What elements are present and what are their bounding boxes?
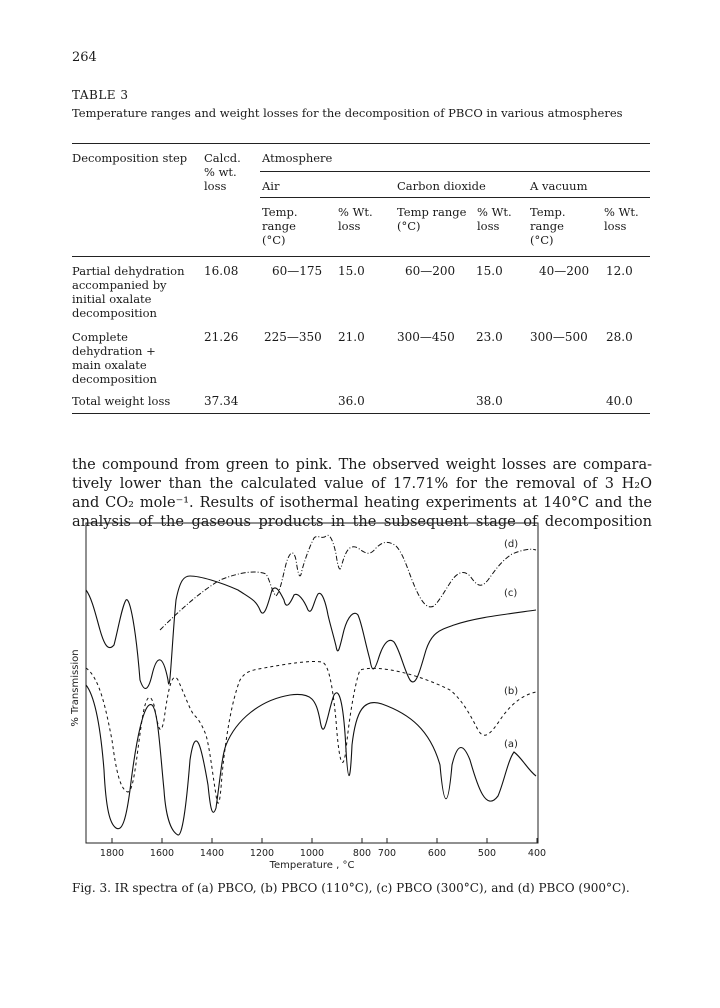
spectrum-d bbox=[160, 535, 536, 630]
subheader-rule bbox=[260, 197, 650, 198]
spectrum-b bbox=[86, 661, 536, 803]
row-1-vac-wt: 12.0 bbox=[606, 264, 633, 278]
row-1-air-wt: 15.0 bbox=[338, 264, 365, 278]
row-2-air-temp: 225—350 bbox=[264, 330, 322, 344]
curve-label-a: (a) bbox=[504, 739, 518, 750]
body-line: tively lower than the calculated value of 17.71% for the removal of 3 H₂O bbox=[72, 476, 652, 492]
curve-label-b: (b) bbox=[504, 686, 519, 697]
row-3-vac-wt: 40.0 bbox=[606, 394, 633, 408]
plot-frame bbox=[86, 523, 538, 843]
row-1-vac-temp: 40—200 bbox=[539, 264, 590, 278]
x-tick-label: 1200 bbox=[249, 848, 275, 859]
page-number: 264 bbox=[72, 50, 97, 65]
curve-label-c: (c) bbox=[504, 588, 518, 599]
ir-spectra-figure bbox=[60, 520, 560, 870]
row-2-co2-wt: 23.0 bbox=[476, 330, 503, 344]
row-2-co2-temp: 300—450 bbox=[397, 330, 455, 344]
table-caption: Temperature ranges and weight losses for the decomposition of PBCO in various atmospheres bbox=[72, 106, 623, 120]
row-3-calcd: 37.34 bbox=[204, 394, 239, 408]
x-tick-label: 1000 bbox=[299, 848, 325, 859]
row-2-calcd: 21.26 bbox=[204, 330, 239, 344]
x-tick-label: 400 bbox=[527, 848, 547, 859]
row-3-co2-wt: 38.0 bbox=[476, 394, 503, 408]
row-1-co2-wt: 15.0 bbox=[476, 264, 503, 278]
row-3-step: Total weight loss bbox=[72, 394, 171, 408]
curve-label-d: (d) bbox=[504, 539, 519, 550]
x-tick-label: 1600 bbox=[149, 848, 175, 859]
row-2-vac-temp: 300—500 bbox=[530, 330, 588, 344]
header-atmosphere: Atmosphere bbox=[262, 151, 333, 165]
x-tick-label: 800 bbox=[352, 848, 372, 859]
atmosphere-rule bbox=[260, 171, 650, 172]
x-axis-ticks bbox=[112, 838, 537, 843]
x-tick-label: 1800 bbox=[99, 848, 125, 859]
header-decomposition-step: Decomposition step bbox=[72, 151, 188, 165]
header-carbon-dioxide: Carbon dioxide bbox=[397, 179, 486, 193]
header-calcd-wt-loss: Calcd. % wt. loss bbox=[204, 151, 241, 193]
x-tick-labels bbox=[100, 848, 546, 859]
header-air: Air bbox=[262, 179, 280, 193]
header-air-temp: Temp. range (°C) bbox=[262, 205, 298, 247]
header-bottom-rule bbox=[72, 256, 650, 257]
row-1-co2-temp: 60—200 bbox=[405, 264, 456, 278]
row-1-step: Partial dehydration accompanied by initial oxalate decomposition bbox=[72, 264, 185, 320]
y-axis-label: % Transmission bbox=[70, 649, 81, 727]
row-1-air-temp: 60—175 bbox=[272, 264, 323, 278]
row-2-air-wt: 21.0 bbox=[338, 330, 365, 344]
spectrum-c bbox=[86, 576, 536, 688]
x-axis-label: Temperature , °C bbox=[269, 860, 355, 870]
x-tick-label: 500 bbox=[477, 848, 497, 859]
x-tick-label: 1400 bbox=[199, 848, 225, 859]
figure-caption: Fig. 3. IR spectra of (a) PBCO, (b) PBCO (110°C), (c) PBCO (300°C), and (d) PBCO (900°C). bbox=[72, 881, 630, 895]
body-line: and CO₂ mole⁻¹. Results of isothermal heating experiments at 140°C and the bbox=[72, 495, 652, 511]
row-2-vac-wt: 28.0 bbox=[606, 330, 633, 344]
header-co2-wt: % Wt. loss bbox=[477, 205, 512, 233]
table-top-rule bbox=[72, 143, 650, 144]
header-vac-temp: Temp. range (°C) bbox=[530, 205, 566, 247]
body-line: the compound from green to pink. The observed weight losses are compara- bbox=[72, 457, 652, 473]
body-line: analysis of the gaseous products in the subsequent stage of decomposition bbox=[72, 514, 652, 530]
row-2-step: Complete dehydration + main oxalate decomposition bbox=[72, 330, 157, 386]
x-tick-label: 600 bbox=[427, 848, 447, 859]
header-co2-temp: Temp range (°C) bbox=[397, 205, 467, 233]
header-vacuum: A vacuum bbox=[530, 179, 588, 193]
x-tick-label: 700 bbox=[377, 848, 397, 859]
row-1-calcd: 16.08 bbox=[204, 264, 239, 278]
row-3-air-wt: 36.0 bbox=[338, 394, 365, 408]
table-bottom-rule bbox=[72, 413, 650, 414]
header-vac-wt: % Wt. loss bbox=[604, 205, 639, 233]
spectrum-a bbox=[86, 685, 536, 835]
header-air-wt: % Wt. loss bbox=[338, 205, 373, 233]
table-label: TABLE 3 bbox=[72, 88, 129, 102]
